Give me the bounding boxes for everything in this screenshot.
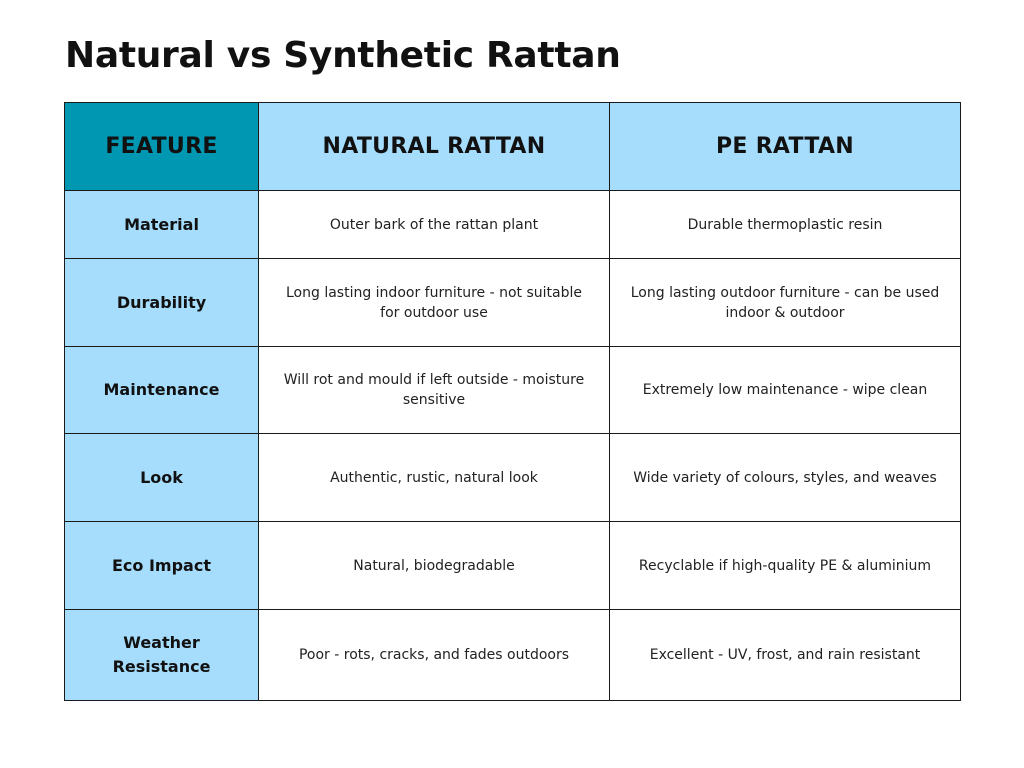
table-row (65, 434, 961, 522)
natural-cell: Will rot and mould if left outside - moisture sensitive (259, 347, 610, 434)
feature-label: Maintenance (65, 347, 259, 434)
natural-cell: Authentic, rustic, natural look (259, 434, 610, 522)
table-row (65, 259, 961, 347)
feature-label: Durability (65, 259, 259, 347)
pe-cell: Long lasting outdoor furniture - can be used indoor & outdoor (610, 259, 961, 347)
natural-cell: Long lasting indoor furniture - not suitable for outdoor use (259, 259, 610, 347)
pe-cell: Excellent - UV, frost, and rain resistant (610, 610, 961, 701)
pe-cell: Wide variety of colours, styles, and weaves (610, 434, 961, 522)
table-row (65, 347, 961, 434)
header-pe-rattan: PE RATTAN (610, 103, 961, 191)
table-header-row (65, 103, 961, 191)
natural-cell: Poor - rots, cracks, and fades outdoors (259, 610, 610, 701)
feature-label: Weather Resistance (65, 610, 259, 701)
pe-cell: Durable thermoplastic resin (610, 191, 961, 259)
page-title: Natural vs Synthetic Rattan (65, 35, 621, 76)
header-natural-rattan: NATURAL RATTAN (259, 103, 610, 191)
feature-label: Eco Impact (65, 522, 259, 610)
table-row (65, 191, 961, 259)
header-feature: FEATURE (65, 103, 259, 191)
table-row (65, 610, 961, 701)
natural-cell: Outer bark of the rattan plant (259, 191, 610, 259)
pe-cell: Recyclable if high-quality PE & aluminium (610, 522, 961, 610)
feature-label: Look (65, 434, 259, 522)
comparison-table (64, 102, 961, 701)
pe-cell: Extremely low maintenance - wipe clean (610, 347, 961, 434)
table-row (65, 522, 961, 610)
natural-cell: Natural, biodegradable (259, 522, 610, 610)
feature-label: Material (65, 191, 259, 259)
